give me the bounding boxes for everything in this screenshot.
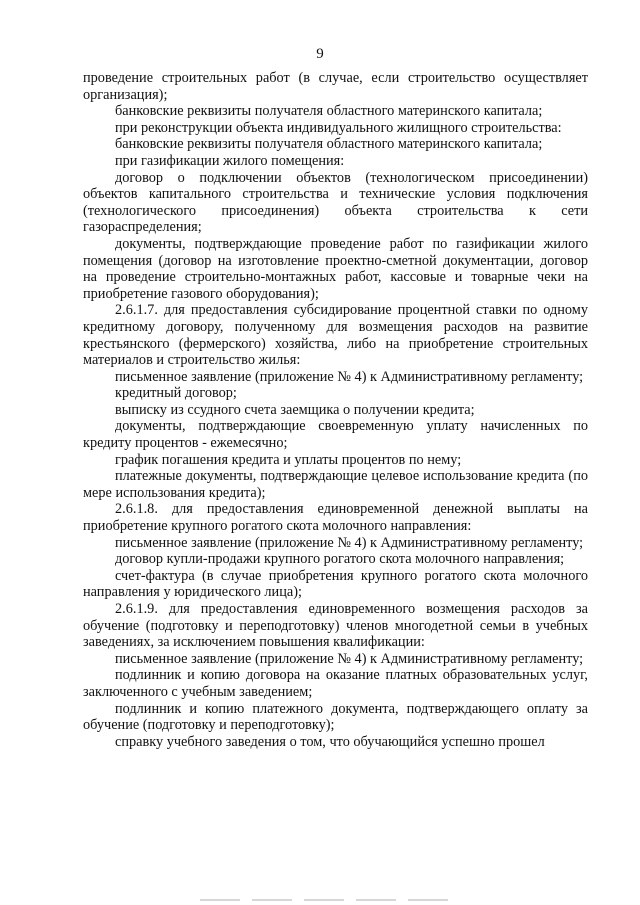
paragraph: кредитный договор;: [115, 385, 237, 402]
paragraph: счет-фактура (в случае приобретения крупного рогатого скота молочного направления у юридического лица);: [83, 567, 588, 601]
paragraph: выписку из ссудного счета заемщика о получении кредита;: [115, 401, 475, 418]
scan-artifact: [200, 899, 450, 901]
paragraph: подлинник и копию платежного документа, подтверждающего оплату за обучение (подготовку и переподготовку);: [83, 700, 588, 734]
paragraph: документы, подтверждающие проведение работ по газификации жилого помещения (договор на изготовление проектно-сметной документации, договор на проведение строительно-монтажных работ, кассовые и товарные чеки на приобретение газового оборудования);: [83, 235, 588, 302]
paragraph: письменное заявление (приложение № 4) к Административному регламенту;: [115, 368, 584, 385]
paragraph: 2.6.1.9. для предоставления единовременного возмещения расходов за обучение (подготовку и переподготовку) членов многодетной семьи в учебных заведениях, за исключением повышения квалификации:: [83, 601, 588, 651]
page-number: 9: [316, 46, 324, 62]
paragraph: при реконструкции объекта индивидуального жилищного строительства:: [115, 119, 562, 136]
paragraph: 2.6.1.7. для предоставления субсидирование процентной ставки по одному кредитному договору, полученному для возмещения расходов на развитие крестьянского (фермерского) хозяйства, либо на приобретение строительных материалов и строительство жилья:: [83, 302, 588, 369]
paragraph: при газификации жилого помещения:: [115, 152, 345, 169]
paragraph: подлинник и копию договора на оказание платных образовательных услуг, заключенного с учебным заведением;: [83, 667, 588, 700]
paragraph: банковские реквизиты получателя областного материнского капитала;: [115, 103, 543, 120]
paragraph: проведение строительных работ (в случае, если строительство осуществляет организация);: [83, 70, 588, 103]
paragraph: договор о подключении объектов (технологическом присоединении) объектов капитального строительства и технические условия подключения (технологического присоединения) объекта строительства к сети газораспределения;: [83, 169, 588, 236]
paragraph: график погашения кредита и уплаты процентов по нему;: [115, 451, 462, 468]
paragraph: договор купли-продажи крупного рогатого скота молочного направления;: [115, 551, 565, 568]
paragraph: банковские реквизиты получателя областного материнского капитала;: [115, 136, 543, 153]
paragraph: документы, подтверждающие своевременную уплату начисленных по кредиту процентов - ежемесячно;: [83, 418, 588, 452]
document-body: [83, 70, 588, 750]
paragraph: письменное заявление (приложение № 4) к Административному регламенту;: [115, 534, 584, 551]
paragraph: 2.6.1.8. для предоставления единовременной денежной выплаты на приобретение крупного рогатого скота молочного направления:: [83, 501, 588, 535]
paragraph: платежные документы, подтверждающие целевое использование кредита (по мере использования кредита);: [83, 468, 588, 501]
paragraph: письменное заявление (приложение № 4) к Административному регламенту;: [115, 650, 584, 667]
paragraph: справку учебного заведения о том, что обучающийся успешно прошел: [115, 733, 545, 750]
